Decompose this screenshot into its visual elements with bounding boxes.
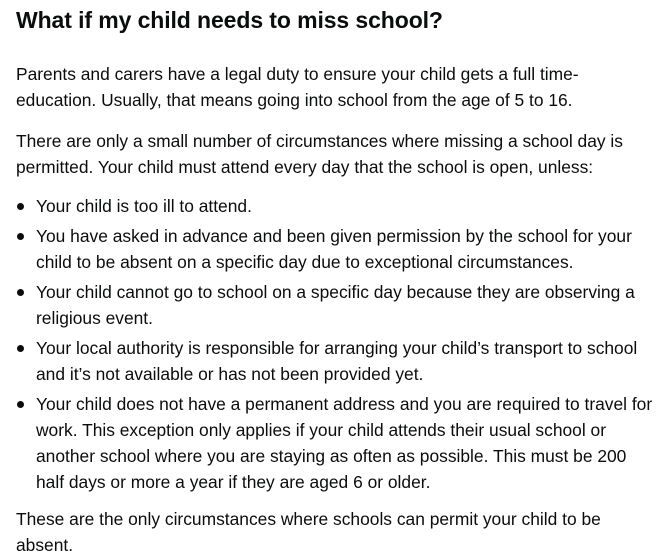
bullet-icon <box>17 345 24 352</box>
list-item-text: Your local authority is responsible for arranging your child’s transport to school and it’s not available or has not been provided yet. <box>36 338 638 384</box>
bullet-icon <box>17 401 24 408</box>
list-item <box>16 193 656 219</box>
bullet-icon <box>17 203 24 210</box>
list-item-text: Your child is too ill to attend. <box>36 196 252 216</box>
circumstances-list <box>16 193 656 495</box>
list-item-text: Your child cannot go to school on a specific day because they are observing a religious event. <box>36 282 635 328</box>
list-item <box>16 391 656 495</box>
article-content <box>16 0 656 558</box>
list-item-text: Your child does not have a permanent address and you are required to travel for work. This exception only applies if your child attends their usual school or another school where you are staying as often as possible. This must be 200 half days or more a year if they are aged 6 or older. <box>36 394 653 492</box>
circumstances-intro-paragraph: There are only a small number of circumstances where missing a school day is permitted. Your child must attend every day that the school is open, unless: <box>16 131 623 177</box>
list-item-text: You have asked in advance and been given permission by the school for your child to be absent on a specific day due to exceptional circumstances. <box>36 226 632 272</box>
closing-paragraph: These are the only circumstances where schools can permit your child to be absent. <box>16 509 601 555</box>
list-item <box>16 279 656 331</box>
list-item <box>16 335 656 387</box>
list-item <box>16 223 656 275</box>
bullet-icon <box>17 233 24 240</box>
bullet-icon <box>17 289 24 296</box>
intro-paragraph: Parents and carers have a legal duty to ensure your child gets a full time-education. Usually, that means going into school from the age of 5 to 16. <box>16 64 579 110</box>
section-heading: What if my child needs to miss school? <box>16 7 443 33</box>
